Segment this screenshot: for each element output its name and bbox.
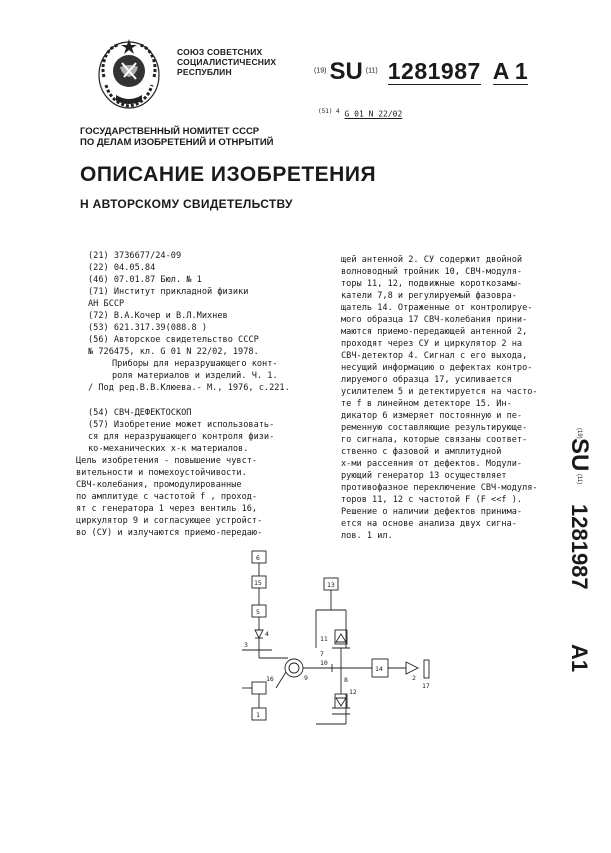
biblio-line: (46) 07.01.87 Бюл. № 1 — [88, 275, 202, 285]
abstract-line: маются приемо-передающей антенной 2, — [341, 327, 528, 337]
abstract-line: ременную составляющие результирующе- — [341, 423, 528, 433]
abstract-line: вительности и помехоустойчивости. — [76, 468, 247, 478]
biblio-line: № 726475, кл. G 01 N 22/02, 1978. — [88, 347, 259, 357]
label-8: 8 — [344, 676, 348, 684]
label-15: 15 — [254, 579, 262, 587]
abstract-line: ко-механических х-к материалов. — [88, 444, 249, 454]
biblio-line: (22) 04.05.84 — [88, 263, 156, 273]
publication-number: $^{(19)}$ SU $^{(11)}$ 1281987 A 1 — [314, 58, 528, 85]
label-12: 12 — [349, 688, 357, 696]
stamp-kind: A1 — [567, 644, 592, 673]
abstract-line: торы 11, 12, подвижные короткозамы- — [341, 279, 523, 289]
vertical-stamp — [556, 428, 593, 688]
abstract-line: го сигнала, которые связаны соответ- — [341, 435, 528, 445]
abstract-line: несущий информацию о дефектах контро- — [341, 363, 533, 373]
abstract-line: рующий генератор 13 осуществляет — [341, 471, 507, 481]
abstract-line: (57) Изобретение может использовать- — [88, 420, 275, 430]
biblio-line: Приборы для неразрушающего конт- — [112, 359, 278, 369]
biblio-line: / Под ред.В.В.Клюева.- М., 1976, с.221. — [88, 383, 290, 393]
abstract-line: ется на основе анализа двух сигна- — [341, 519, 517, 529]
ipc-classification: $^{(51) 4}$ G 01 N 22/02 — [318, 108, 403, 119]
label-11: 11 — [320, 635, 328, 643]
document-title: ОПИСАНИЕ ИЗОБРЕТЕНИЯ — [80, 163, 377, 186]
abstract-line: щатель 14. Отраженные от контролируе- — [341, 303, 533, 313]
biblio-line: АН БССР — [88, 299, 125, 309]
label-7: 7 — [320, 650, 324, 658]
abstract-line: ят с генератора 1 через вентиль 16, — [76, 504, 258, 514]
label-16: 16 — [266, 675, 274, 683]
document-subtitle: Н АВТОРСКОМУ СВИДЕТЕЛЬСТВУ — [80, 197, 293, 211]
abstract-line: Цель изобретения - повышение чувст- — [76, 456, 258, 466]
abstract-line: лов. 1 ил. — [341, 531, 393, 541]
abstract-line: лируемого образца 17, усиливается — [341, 375, 512, 385]
left-column — [76, 250, 290, 539]
abstract-line: СВЧ-колебания, промодулированные — [76, 480, 242, 490]
block-diagram — [236, 548, 446, 738]
committee-label: ГОСУДАРСТВЕННЫЙ НОМИТЕТ СССР ПО ДЕЛАМ ИЗОБРЕТЕНИЙ И ОТНРЫТИЙ — [80, 126, 274, 148]
biblio-line: роля материалов и изделий. Ч. 1. — [112, 371, 278, 381]
label-4: 4 — [265, 630, 269, 638]
abstract-line: во (СУ) и излучаются приемо-передаю- — [76, 528, 263, 538]
abstract-line: мого образца 17 СВЧ-колебания прини- — [341, 315, 528, 325]
biblio-line: (72) В.А.Кочер и В.Л.Михнев — [88, 311, 228, 321]
label-14: 14 — [375, 665, 383, 673]
abstract-line: катели 7,8 и регулируемый фазовра- — [341, 291, 517, 301]
label-5: 5 — [256, 608, 260, 616]
label-2: 2 — [412, 674, 416, 682]
stamp-prefix: (19) — [576, 428, 582, 439]
label-3: 3 — [244, 641, 248, 649]
stamp-num-prefix: (11) — [576, 474, 582, 485]
biblio-line: (21) 3736677/24-09 — [88, 251, 182, 261]
stamp-number: 1281987 — [567, 504, 592, 590]
abstract-line: ся для неразрушающего контроля физи- — [88, 432, 275, 442]
abstract-line: щей антенной 2. СУ содержит двойной — [341, 255, 523, 265]
abstract-line: СВЧ-детектор 4. Сигнал с его выхода, — [341, 351, 528, 361]
right-column — [341, 254, 538, 542]
abstract-line: волноводный тройник 10, СВЧ-модуля- — [341, 267, 523, 277]
state-emblem — [96, 37, 162, 111]
abstract-line: усилителем 5 и детектируется на часто- — [341, 387, 538, 397]
abstract-line: ственно с фазовой и амплитудной — [341, 447, 502, 457]
abstract-line: противофазное переключение СВЧ-модуля- — [341, 483, 538, 493]
abstract-line: торов 11, 12 с частотой F (F <<f ). — [341, 495, 523, 505]
label-17: 17 — [422, 682, 430, 690]
label-13: 13 — [327, 581, 335, 589]
label-6: 6 — [256, 554, 260, 562]
abstract-line: циркулятор 9 и согласующее устройст- — [76, 516, 263, 526]
biblio-line: (53) 621.317.39(088.8 ) — [88, 323, 207, 333]
abstract-line: дикатор 6 измеряет постоянную и пе- — [341, 411, 523, 421]
abstract-line: х-ми рассеяния от дефектов. Модули- — [341, 459, 523, 469]
biblio-line: (56) Авторское свидетельство СССР — [88, 335, 259, 345]
invention-title: (54) СВЧ-ДЕФЕКТОСКОП — [88, 408, 192, 418]
abstract-line: те f в линейном детекторе 15. Ин- — [341, 399, 512, 409]
abstract-line: по амплитуде с частотой f , проход- — [76, 492, 258, 502]
abstract-line: проходят через СУ и циркулятор 2 на — [341, 339, 523, 349]
label-9: 9 — [304, 674, 308, 682]
stamp-country: SU — [566, 438, 593, 472]
label-1: 1 — [256, 711, 260, 719]
abstract-line: Решение о наличии дефектов принима- — [341, 507, 523, 517]
ussr-label: СОЮЗ СОВЕТСНИХ СОЦИАЛИСТИЧЕСНИХ РЕСПУБЛИН — [177, 47, 277, 77]
label-10: 10 — [320, 659, 328, 667]
biblio-line: (71) Институт прикладной физики — [88, 287, 249, 297]
